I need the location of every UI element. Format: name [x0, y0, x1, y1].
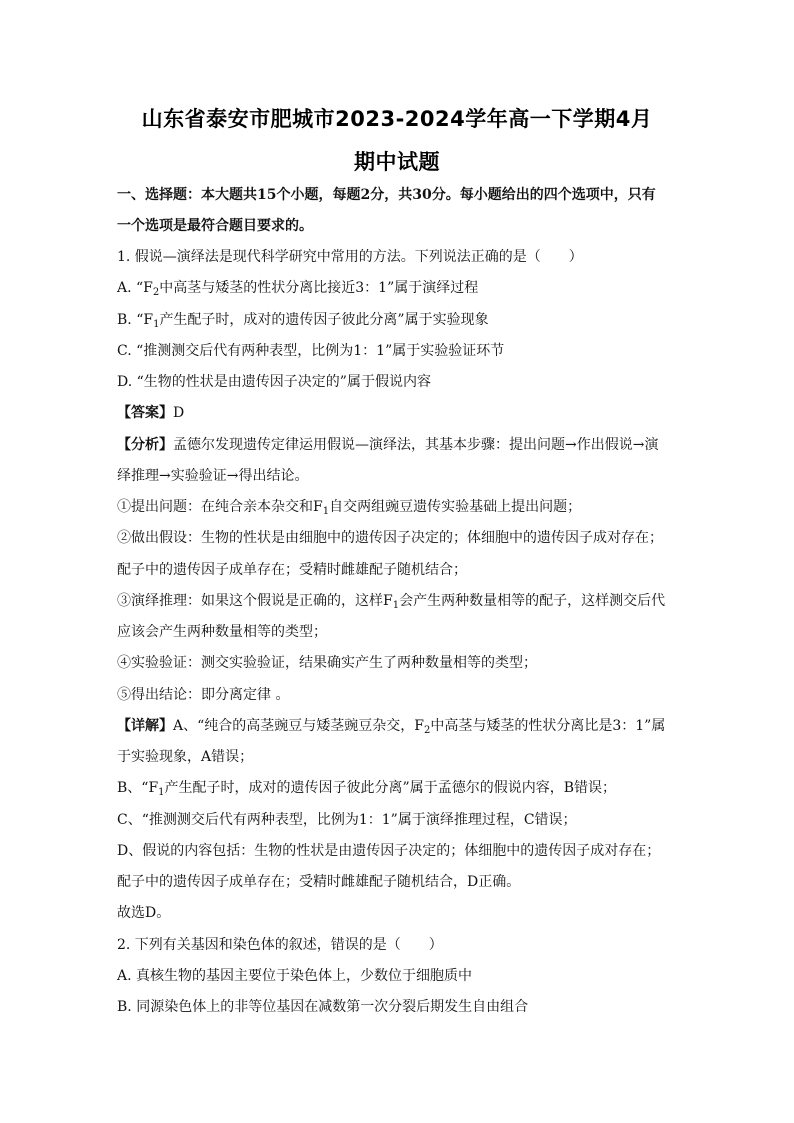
- section-heading-cont: 一个选项是最符合题目要求的。: [117, 218, 313, 234]
- question-2-stem: 2. 下列有关基因和染色体的叙述，错误的是（ ）: [117, 937, 443, 953]
- section-heading: 一、选择题：本大题共15个小题，每题2分，共30分。每小题给出的四个选项中，只有: [117, 187, 656, 203]
- analysis-step-2-cont: 配子中的遗传因子成单存在；受精时雌雄配子随机结合；: [117, 562, 467, 578]
- analysis-step-5: ⑤得出结论：即分离定律 。: [117, 687, 290, 703]
- detail-line-d: D、假说的内容包括：生物的性状是由遗传因子决定的；体细胞中的遗传因子成对存在；: [117, 843, 661, 859]
- detail-tag: 【详解】: [117, 718, 173, 734]
- question-1-option-c: C. “推测测交后代有两种表型，比例为1：1”属于实验验证环节: [117, 343, 505, 359]
- detail-line-a-cont: 于实验现象，A错误；: [117, 749, 254, 765]
- detail-line-b: B、“$F_1$产生配子时，成对的遗传因子彼此分离”属于孟德尔的假说内容，B错误；: [117, 780, 616, 798]
- answer-line: [117, 403, 184, 423]
- analysis-step-1: ①提出问题：在纯合亲本杂交和$F_1$自交两组豌豆遗传实验基础上提出问题；: [117, 499, 582, 517]
- question-1-stem: 1. 假说—演绎法是现代科学研究中常用的方法。下列说法正确的是（ ）: [117, 249, 583, 265]
- question-2-option-b: B. 同源染色体上的非等位基因在减数第一次分裂后期发生自由组合: [117, 999, 529, 1015]
- answer-value: D: [173, 405, 185, 421]
- document-subtitle: 期中试题: [354, 150, 440, 174]
- question-1-option-b: B. “$F_1$产生配子时，成对的遗传因子彼此分离”属于实验现象: [117, 312, 489, 330]
- question-1-option-a: A. “$F_2$中高茎与矮茎的性状分离比接近3：1”属于演绎过程: [117, 280, 479, 298]
- analysis-line-2: 绎推理→实验验证→得出结论。: [117, 468, 309, 484]
- analysis-line-1: 【分析】孟德尔发现遗传定律运用假说—演绎法，其基本步骤：提出问题→作出假说→演: [117, 437, 659, 453]
- answer-tag: 【答案】: [117, 405, 173, 421]
- analysis-step-3: ③演绎推理：如果这个假说是正确的，这样$F_1$会产生两种数量相等的配子，这样测交后代: [117, 593, 666, 611]
- analysis-step-3-cont: 应该会产生两种数量相等的类型；: [117, 624, 327, 640]
- detail-line-a: 【详解】A、“纯合的高茎豌豆与矮茎豌豆杂交，$F_2$中高茎与矮茎的性状分离比是3：1”属: [117, 718, 666, 736]
- analysis-tag: 【分析】: [117, 437, 173, 453]
- analysis-step-2: ②做出假设：生物的性状是由细胞中的遗传因子决定的；体细胞中的遗传因子成对存在；: [117, 530, 663, 546]
- detail-line-c: C、“推测测交后代有两种表型，比例为1：1”属于演绎推理过程，C错误；: [117, 812, 577, 828]
- question-2-option-a: A. 真核生物的基因主要位于染色体上，少数位于细胞质中: [117, 968, 473, 984]
- detail-line-d-cont: 配子中的遗传因子成单存在；受精时雌雄配子随机结合，D正确。: [117, 874, 521, 890]
- analysis-step-4: ④实验验证：测交实验验证，结果确实产生了两种数量相等的类型；: [117, 655, 537, 671]
- question-1-option-d: D. “生物的性状是由遗传因子决定的”属于假说内容: [117, 374, 431, 390]
- document-title: 山东省泰安市肥城市2023-2024学年高一下学期4月: [141, 107, 653, 131]
- conclusion: 故选D。: [117, 905, 171, 921]
